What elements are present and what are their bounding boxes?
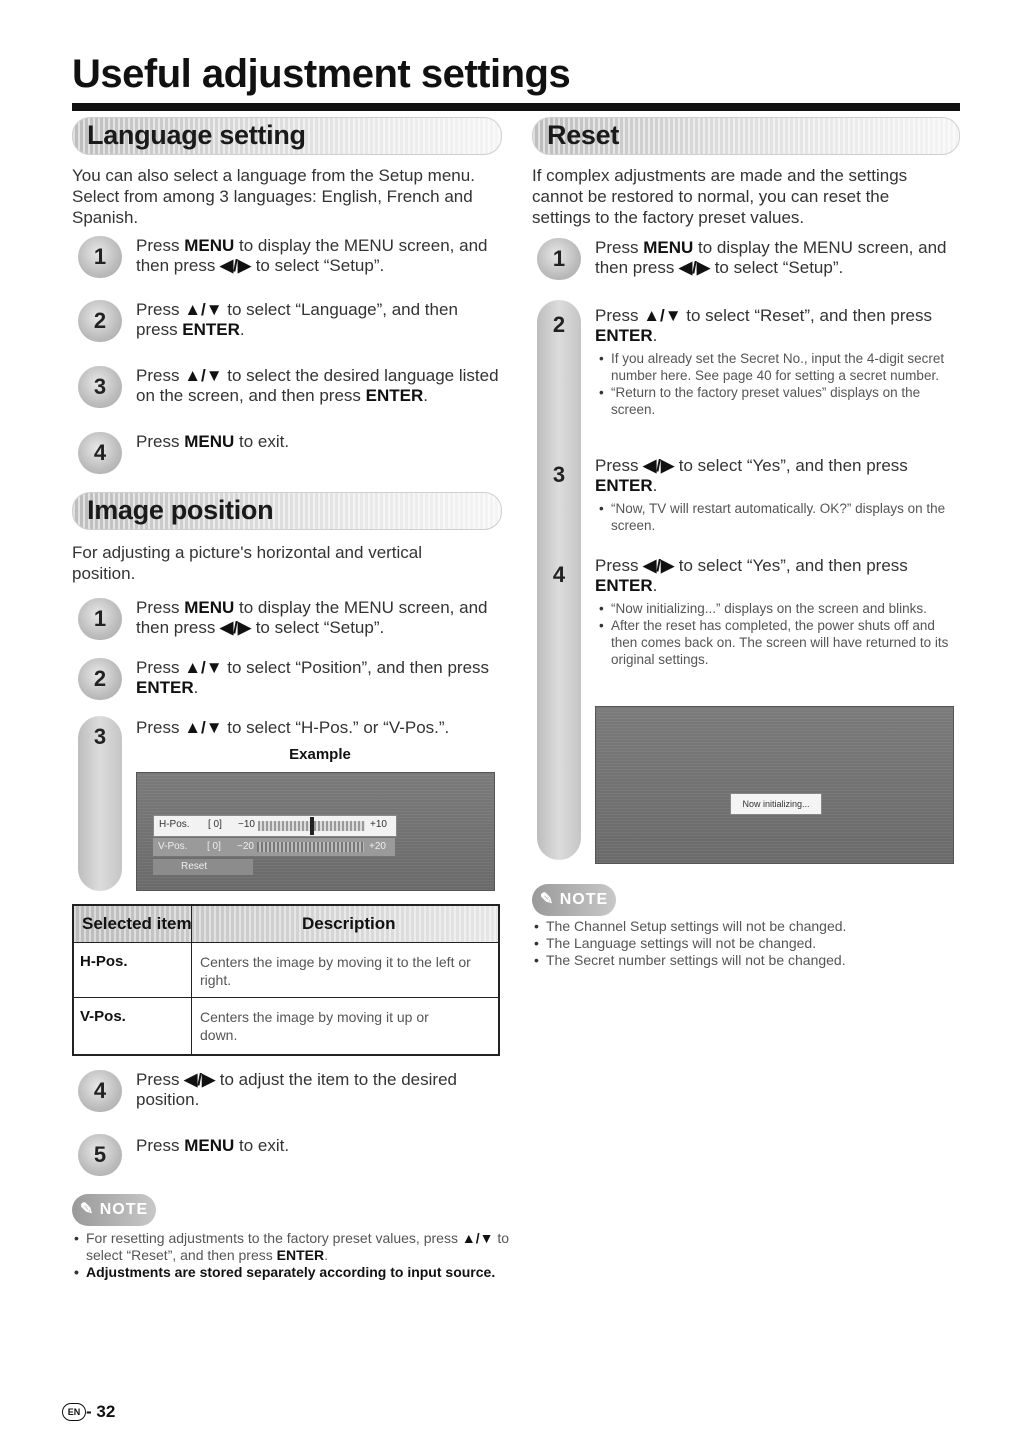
language-setting-heading-band — [72, 117, 502, 155]
image-position-notes — [72, 1230, 512, 1281]
table-header-row — [74, 906, 498, 942]
step-number: 2 — [78, 658, 122, 700]
hpos-value: [ 0] — [208, 819, 222, 830]
image-position-step-2: Press ▲/▼ to select “Position”, and then press ENTER. — [136, 658, 490, 697]
step-number: 3 — [552, 462, 566, 487]
up-down-arrows-icon: ▲/▼ — [184, 300, 223, 319]
reset-heading: Reset — [547, 120, 620, 150]
reset-row — [153, 859, 253, 875]
reset-step-2-bullets — [597, 350, 957, 418]
image-position-intro: For adjusting a picture's horizontal and vertical position. — [72, 543, 423, 583]
table-header-description: Description — [302, 914, 396, 933]
table-cell-desc: Centers the image by moving it up or down. — [200, 1009, 429, 1043]
hpos-row — [153, 815, 397, 837]
left-right-arrows-icon: ◀/▶ — [643, 456, 675, 475]
step-number: 3 — [78, 366, 122, 408]
note-badge: ✎ NOTE — [72, 1194, 156, 1226]
step-number: 4 — [552, 562, 566, 587]
table-row — [74, 997, 498, 1053]
step-number: 1 — [78, 236, 122, 278]
image-position-step-1: Press MENU to display the MENU screen, and then press ◀/▶ to select “Setup”. — [136, 598, 488, 637]
step-number: 2 — [552, 312, 566, 337]
table-row — [74, 942, 498, 998]
left-right-arrows-icon: ◀/▶ — [220, 618, 251, 637]
example-label: Example — [289, 746, 351, 763]
reset-heading-band — [532, 117, 960, 155]
reset-step-1: Press MENU to display the MENU screen, and then press ◀/▶ to select “Setup”. — [595, 238, 947, 277]
reset-step-4-bullets — [597, 600, 959, 668]
bullet-item: • “Now initializing...” displays on the screen and blinks. — [597, 600, 959, 617]
language-badge-icon: EN — [62, 1403, 86, 1421]
step-number: 1 — [537, 238, 581, 280]
hpos-min: −10 — [238, 819, 255, 830]
left-right-arrows-icon: ◀/▶ — [679, 258, 710, 277]
note-badge: ✎ NOTE — [532, 884, 616, 916]
step-number: 3 — [93, 724, 107, 749]
hpos-label: H-Pos. — [159, 819, 190, 830]
step-number: 4 — [78, 1070, 122, 1112]
table-cell-item: H-Pos. — [80, 953, 128, 970]
reset-notes — [532, 918, 952, 969]
reset-intro: If complex adjustments are made and the settings cannot be restored to normal, you can reset the settings to the factory preset values. — [532, 166, 908, 227]
up-down-arrows-icon: ▲/▼ — [643, 306, 682, 325]
up-down-arrows-icon: ▲/▼ — [184, 718, 223, 737]
page-number: EN - 32 — [62, 1402, 115, 1422]
bullet-item: • “Now, TV will restart automatically. OK?” displays on the screen. — [597, 500, 957, 534]
hpos-slider-handle — [310, 817, 314, 835]
up-down-arrows-icon: ▲/▼ — [184, 658, 223, 677]
note-pencil-icon: ✎ — [539, 891, 555, 908]
table-header-item: Selected item — [82, 914, 192, 933]
image-position-step-4: Press ◀/▶ to adjust the item to the desired position. — [136, 1070, 457, 1109]
vpos-max: +20 — [369, 841, 386, 852]
note-pencil-icon: ✎ — [79, 1201, 95, 1218]
bullet-item: • If you already set the Secret No., input the 4-digit secret number here. See page 40 for setting a secret number. — [597, 350, 957, 384]
vpos-value: [ 0] — [207, 841, 221, 852]
position-table — [72, 904, 500, 1056]
language-setting-heading: Language setting — [87, 120, 306, 150]
language-intro: You can also select a language from the Setup menu. Select from among 3 languages: English, French and Spanish. — [72, 166, 475, 227]
note-item: • The Language settings will not be changed. — [532, 935, 952, 952]
note-item: • For resetting adjustments to the factory preset values, press ▲/▼ to select “Reset”, and then press ENTER. — [72, 1230, 512, 1264]
reset-step-4: Press ◀/▶ to select “Yes”, and then press ENTER. — [595, 556, 908, 595]
image-position-step-5: Press MENU to exit. — [136, 1136, 290, 1155]
table-cell-item: V-Pos. — [80, 1008, 126, 1025]
up-down-arrows-icon: ▲/▼ — [461, 1230, 494, 1246]
note-item: • The Secret number settings will not be changed. — [532, 952, 952, 969]
vpos-slider — [257, 842, 364, 852]
left-right-arrows-icon: ◀/▶ — [184, 1070, 216, 1089]
reset-step-3-bullets — [597, 500, 957, 534]
initializing-screen — [595, 706, 954, 864]
initializing-message: Now initializing... — [730, 793, 822, 815]
table-cell-desc: Centers the image by moving it to the left or right. — [200, 954, 471, 988]
up-down-arrows-icon: ▲/▼ — [184, 366, 223, 385]
language-step-1: Press MENU to display the MENU screen, and then press ◀/▶ to select “Setup”. — [136, 236, 488, 275]
left-right-arrows-icon: ◀/▶ — [643, 556, 675, 575]
language-step-2: Press ▲/▼ to select “Language”, and then press ENTER. — [136, 300, 458, 339]
image-position-step-3: Press ▲/▼ to select “H-Pos.” or “V-Pos.”. — [136, 718, 450, 737]
vpos-label: V-Pos. — [158, 841, 188, 852]
bullet-item: • After the reset has completed, the power shuts off and then comes back on. The screen will have returned to its original settings. — [597, 617, 959, 668]
page-title: Useful adjustment settings — [72, 52, 571, 96]
hpos-max: +10 — [370, 819, 387, 830]
left-right-arrows-icon: ◀/▶ — [220, 256, 251, 275]
note-item: • Adjustments are stored separately according to input source. — [72, 1264, 512, 1281]
example-menu-screen — [136, 772, 495, 891]
step-number: 4 — [78, 432, 122, 474]
vpos-min: −20 — [237, 841, 254, 852]
step-number: 1 — [78, 598, 122, 640]
image-position-heading: Image position — [87, 495, 274, 525]
note-item: • The Channel Setup settings will not be changed. — [532, 918, 952, 935]
bullet-item: • “Return to the factory preset values” displays on the screen. — [597, 384, 957, 418]
language-step-4: Press MENU to exit. — [136, 432, 290, 451]
language-step-3: Press ▲/▼ to select the desired language listed on the screen, and then press ENTER. — [136, 366, 499, 405]
reset-step-3: Press ◀/▶ to select “Yes”, and then press ENTER. — [595, 456, 908, 495]
image-position-heading-band — [72, 492, 502, 530]
reset-step-2: Press ▲/▼ to select “Reset”, and then press ENTER. — [595, 306, 932, 345]
reset-label: Reset — [181, 861, 208, 872]
vpos-row — [153, 838, 395, 856]
step-number: 2 — [78, 300, 122, 342]
step-number: 5 — [78, 1134, 122, 1176]
title-rule — [72, 103, 960, 111]
